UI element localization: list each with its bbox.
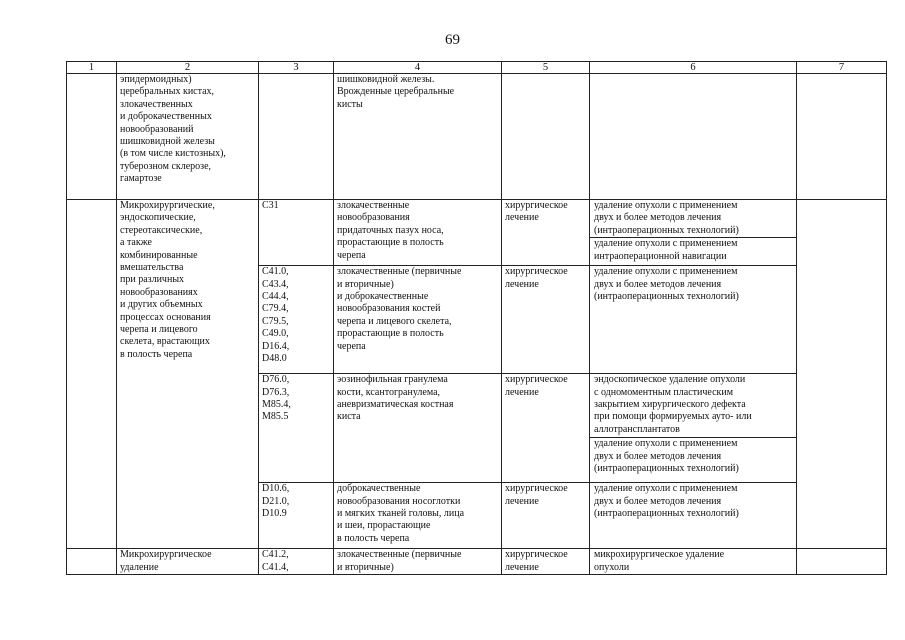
icd-codes-cell [259,74,334,200]
row-number-cell [67,74,117,200]
diagnosis-cell: злокачественные новообразования придаточных пазух носа, прорастающие в полость черепа [334,200,502,266]
table-row [67,200,887,238]
column-header: 1 [67,62,117,74]
icd-codes-cell: C31 [259,200,334,266]
extra-cell [797,200,887,549]
icd-codes-cell: C41.0, C43.4, C44.4, C79.4, C79.5, C49.0, D16.4, D48.0 [259,266,334,374]
table-row [67,74,887,200]
treatment-type-cell: хирургическое лечение [502,374,590,483]
diagnosis-cell: злокачественные (первичные и вторичные) и доброкачественные новообразования костей черепа и лицевого скелета, прорастающие в полость черепа [334,266,502,374]
column-header: 5 [502,62,590,74]
treatment-type-cell: хирургическое лечение [502,266,590,374]
treatment-method-cell: удаление опухоли с применением двух и более методов лечения (интраоперационных технологий) [590,438,797,483]
treatment-method-cell: эндоскопическое удаление опухоли с одномоментным пластическим закрытием хирургического дефекта при помощи формируемых ауто- или аллотрансплантатов [590,374,797,438]
icd-codes-cell: D10.6, D21.0, D10.9 [259,483,334,549]
extra-cell [797,549,887,575]
treatment-method-cell [590,74,797,200]
icd-codes-cell: C41.2, C41.4, [259,549,334,575]
treatment-method-cell: удаление опухоли с применением двух и более методов лечения (интраоперационных технологий) [590,266,797,374]
column-number-row [67,62,887,74]
page-number: 69 [445,32,460,48]
row-number-cell [67,549,117,575]
column-header: 4 [334,62,502,74]
treatment-method-cell: микрохирургическое удаление опухоли [590,549,797,575]
treatment-type-cell [502,74,590,200]
treatment-type-cell: хирургическое лечение [502,549,590,575]
extra-cell [797,74,887,200]
column-header: 6 [590,62,797,74]
medical-care-table [66,61,887,575]
table-row [67,549,887,575]
treatment-type-cell: хирургическое лечение [502,483,590,549]
column-header: 7 [797,62,887,74]
diagnosis-cell: шишковидной железы. Врожденные церебральные кисты [334,74,502,200]
column-header: 2 [117,62,259,74]
treatment-method-cell: удаление опухоли с применением двух и более методов лечения (интраоперационных технологий) [590,200,797,238]
column-header: 3 [259,62,334,74]
diagnosis-cell: эозинофильная гранулема кости, ксантогранулема, аневризматическая костная киста [334,374,502,483]
diagnosis-cell: доброкачественные новообразования носоглотки и мягких тканей головы, лица и шеи, прорастающие в полость черепа [334,483,502,549]
diagnosis-cell: злокачественные (первичные и вторичные) [334,549,502,575]
treatment-type-cell: хирургическое лечение [502,200,590,266]
treatment-method-cell: удаление опухоли с применением интраоперационной навигации [590,238,797,266]
intervention-cell: Микрохирургические, эндоскопические, стереотаксические, а также комбинированные вмешательства при различных новообразованиях и других объемных процессах основания черепа и лицевого скелета, врастающих в полость черепа [117,200,259,549]
intervention-cell: Микрохирургическое удаление [117,549,259,575]
intervention-cell: эпидермоидных) церебральных кистах, злокачественных и доброкачественных новообразований шишковидной железы (в том числе кистозных), туберозном склерозе, гамартозе [117,74,259,200]
icd-codes-cell: D76.0, D76.3, M85.4, M85.5 [259,374,334,483]
treatment-method-cell: удаление опухоли с применением двух и более методов лечения (интраоперационных технологий) [590,483,797,549]
row-number-cell [67,200,117,549]
